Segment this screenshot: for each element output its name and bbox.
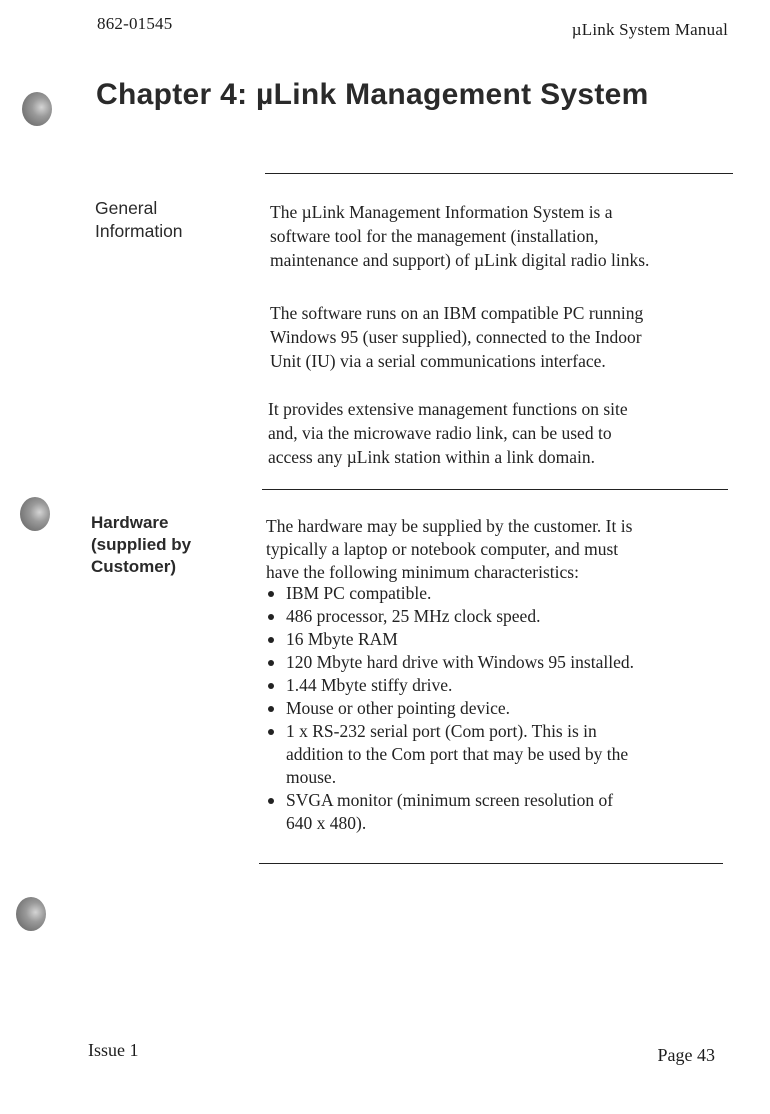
list-item-text: 120 Mbyte hard drive with Windows 95 installed.: [286, 652, 634, 672]
bullet-icon: [268, 637, 274, 643]
list-item: [266, 789, 634, 835]
divider-bottom: [259, 863, 723, 864]
list-item-text: 486 processor, 25 MHz clock speed.: [286, 606, 541, 626]
list-item-text: Mouse or other pointing device.: [286, 698, 511, 718]
punch-hole-middle: [20, 497, 50, 531]
list-item: [266, 697, 634, 720]
hardware-heading: Hardware (supplied by Customer): [91, 513, 192, 576]
document-number: 862-01545: [97, 14, 173, 33]
list-item-text: 1.44 Mbyte stiffy drive.: [286, 675, 453, 695]
list-item-text: IBM PC compatible.: [286, 583, 432, 603]
punch-hole-bottom: [16, 897, 46, 931]
bullet-icon: [268, 591, 274, 597]
list-item: [266, 582, 634, 605]
list-item-text: 16 Mbyte RAM: [286, 629, 398, 649]
divider-middle: [262, 489, 728, 490]
bullet-icon: [268, 683, 274, 689]
divider-top: [265, 173, 733, 174]
page-number: Page 43: [657, 1045, 715, 1065]
list-item: [266, 720, 634, 789]
hardware-intro: The hardware may be supplied by the customer. It is typically a laptop or notebook computer, and must have the following minimum characteristics:: [266, 516, 633, 582]
list-item-text: 1 x RS-232 serial port (Com port). This is in addition to the Com port that may be used by the mouse.: [286, 721, 629, 787]
general-paragraph-1: The µLink Management Information System is a software tool for the management (installation, maintenance and support) of µLink digital radio links.: [270, 202, 650, 270]
bullet-icon: [268, 729, 274, 735]
issue-number: Issue 1: [88, 1040, 139, 1060]
list-item: [266, 651, 634, 674]
general-information-heading: General Information: [95, 198, 183, 241]
manual-title: µLink System Manual: [571, 20, 728, 39]
bullet-icon: [268, 660, 274, 666]
bullet-icon: [268, 706, 274, 712]
list-item: [266, 674, 634, 697]
general-paragraph-2: The software runs on an IBM compatible PC running Windows 95 (user supplied), connected to the Indoor Unit (IU) via a serial communications interface.: [270, 303, 644, 371]
bullet-icon: [268, 798, 274, 804]
list-item: [266, 605, 634, 628]
list-item-text: SVGA monitor (minimum screen resolution of 640 x 480).: [286, 790, 614, 833]
bullet-icon: [268, 614, 274, 620]
list-item: [266, 628, 634, 651]
punch-hole-top: [22, 92, 52, 126]
general-paragraph-3: It provides extensive management functions on site and, via the microwave radio link, can be used to access any µLink station within a link domain.: [268, 399, 628, 467]
hardware-requirements-list: [266, 582, 634, 835]
chapter-title: Chapter 4: µLink Management System: [96, 78, 649, 111]
